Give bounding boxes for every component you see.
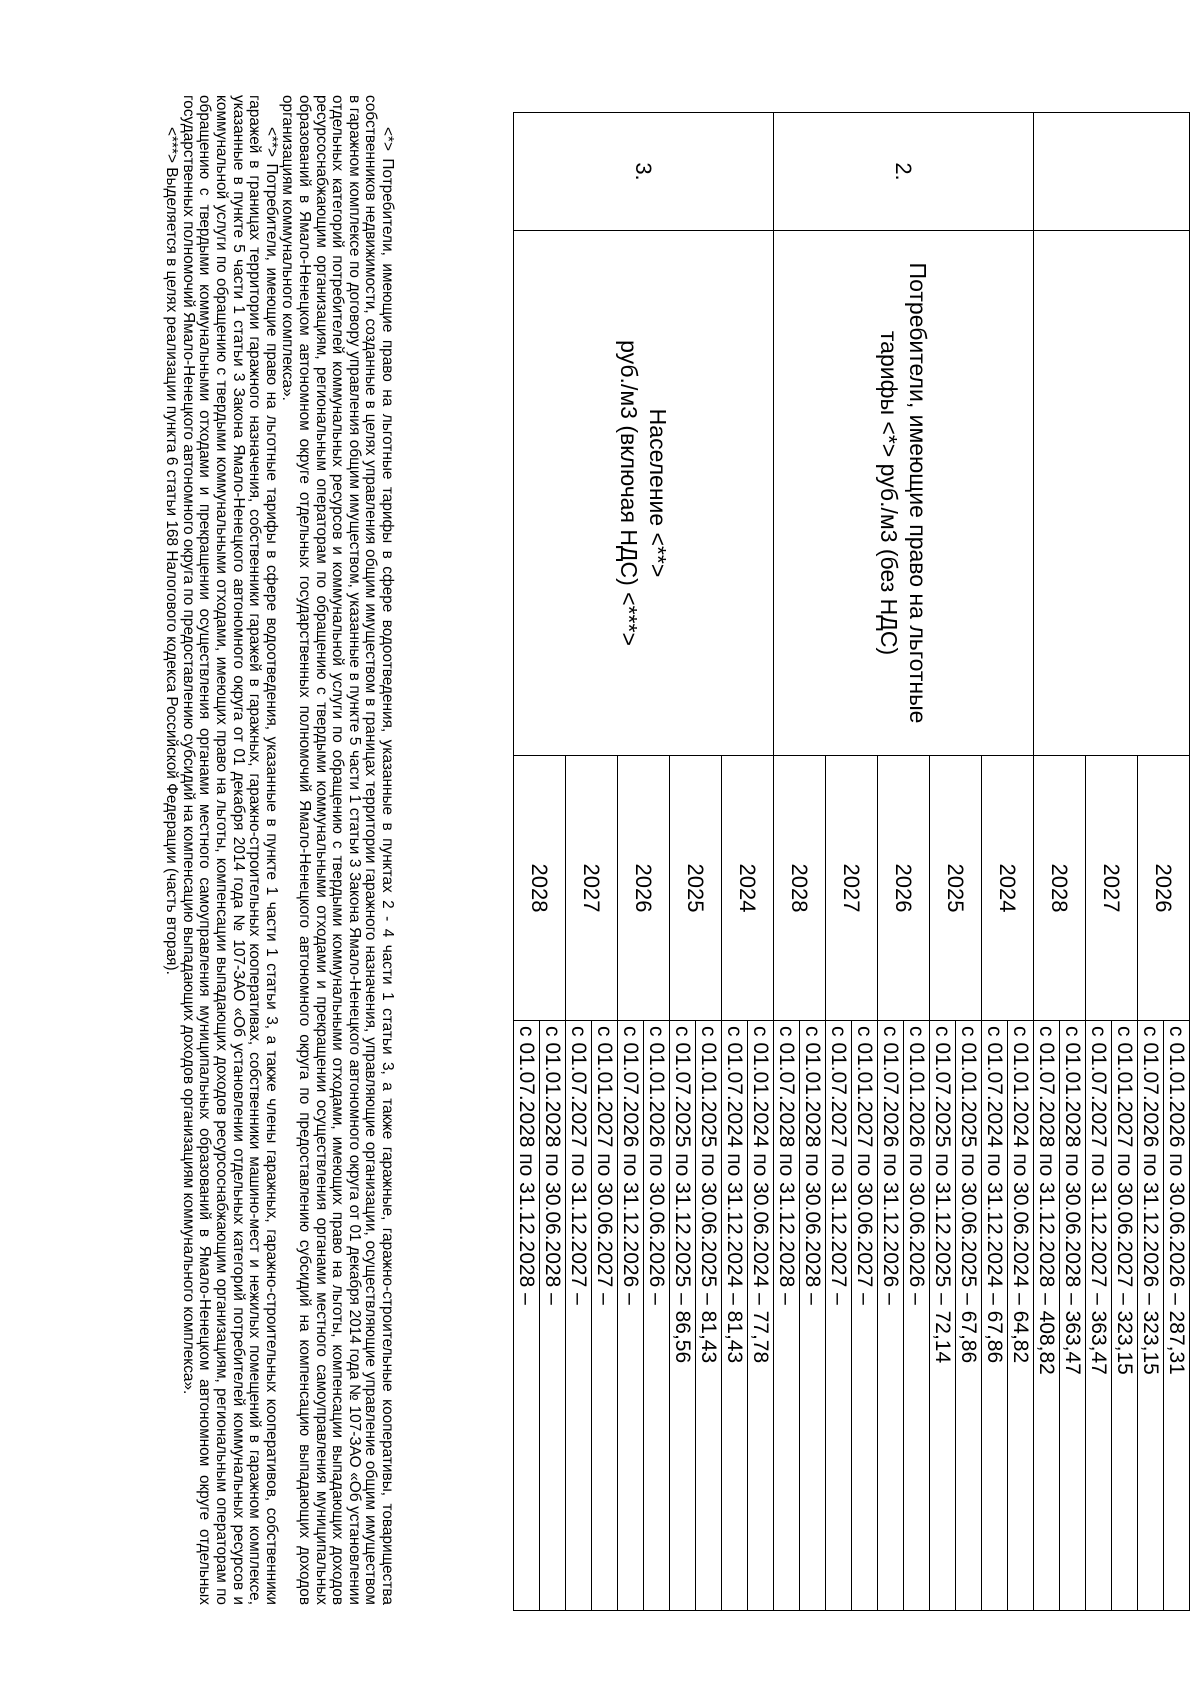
period-cell: с 01.07.2027 по 31.12.2027 – bbox=[566, 1021, 592, 1611]
row-number: 3. bbox=[514, 113, 774, 231]
period-cell: с 01.07.2026 по 31.12.2026 – bbox=[878, 1021, 904, 1611]
year-cell: 2028 bbox=[514, 756, 566, 1021]
period-cell: с 01.01.2028 по 30.06.2028 – bbox=[800, 1021, 826, 1611]
period-cell: с 01.07.2025 по 31.12.2025 – 72,14 bbox=[930, 1021, 956, 1611]
category-line: Население <**> bbox=[645, 408, 672, 578]
row-number bbox=[1034, 113, 1190, 231]
period-cell: с 01.01.2026 по 30.06.2026 – bbox=[644, 1021, 670, 1611]
period-cell: с 01.07.2024 по 31.12.2024 – 81,43 bbox=[722, 1021, 748, 1611]
footnotes bbox=[163, 95, 395, 1605]
row-number: 2. bbox=[774, 113, 1034, 231]
period-cell: с 01.01.2024 по 30.06.2024 – 77,78 bbox=[748, 1021, 774, 1611]
period-cell: с 01.07.2027 по 31.12.2027 – bbox=[826, 1021, 852, 1611]
period-cell: с 01.01.2027 по 30.06.2027 – bbox=[592, 1021, 618, 1611]
year-cell: 2026 bbox=[878, 756, 930, 1021]
period-cell: с 01.01.2026 по 30.06.2026 – bbox=[904, 1021, 930, 1611]
footnote-3: <***> Выделяется в целях реализации пункта 6 статьи 168 Налогового кодекса Российской Федерации (часть вторая). bbox=[163, 127, 181, 975]
period-cell: с 01.07.2028 по 31.12.2028 – bbox=[514, 1021, 540, 1611]
category-line: руб./м3 (включая НДС) <***> bbox=[616, 340, 643, 646]
period-cell: с 01.01.2024 по 30.06.2024 – 64,82 bbox=[1008, 1021, 1034, 1611]
year-cell: 2025 bbox=[670, 756, 722, 1021]
table-row bbox=[1164, 113, 1190, 1611]
table-row bbox=[1008, 113, 1034, 1611]
tariff-table bbox=[513, 112, 1190, 1611]
period-cell: с 01.01.2025 по 30.06.2025 – 81,43 bbox=[696, 1021, 722, 1611]
period-cell: с 01.01.2025 по 30.06.2025 – 67,86 bbox=[956, 1021, 982, 1611]
period-cell: с 01.07.2027 по 31.12.2027 – 363,47 bbox=[1086, 1021, 1112, 1611]
year-cell: 2026 bbox=[1138, 756, 1190, 1021]
period-cell: с 01.07.2028 по 31.12.2028 – 408,82 bbox=[1034, 1021, 1060, 1611]
year-cell: 2027 bbox=[566, 756, 618, 1021]
year-cell: 2028 bbox=[1034, 756, 1086, 1021]
year-cell: 2027 bbox=[826, 756, 878, 1021]
footnote-1: <*> Потребители, имеющие право на льготные тарифы в сфере водоотведения, указанные в пунктах 2 - 4 части 1 статьи 3, а также гаражные, гаражно-строительные кооперативы, товарищества собственников недвижимости, созданные в целях управления общим имуществом в границах территории гаражного назначения, управляющие организации, осуществляющие управление общим имуществом в гаражном комплексе по договору управления общим имуществом, указанные в пункте 5 части 1 статьи 3 Закона Ямало-Ненецкого автономного округа от 01 декабря 2014 года № 107-ЗАО «Об установлении отдельных категорий потребителей коммунальных ресурсов и коммунальной услуги по обращению с твердыми коммунальными отходами, имеющих право на льготы, компенсации выпадающих доходов ресурсоснабжающим организациям, региональным операторам по обращению с твердыми коммунальными отходами и прекращении осуществления органами местного самоуправления муниципальных образований в Ямало-Ненецком автономном округе отдельных государственных полномочий Ямало-Ненецкого автономного округа по предоставлению субсидий на компенсацию выпадающих доходов организациям коммунального комплекса». bbox=[279, 95, 396, 1605]
period-cell: с 01.01.2028 по 30.06.2028 – bbox=[540, 1021, 566, 1611]
period-cell: с 01.07.2026 по 31.12.2026 – 323,15 bbox=[1138, 1021, 1164, 1611]
period-cell: с 01.01.2027 по 30.06.2027 – 323,15 bbox=[1112, 1021, 1138, 1611]
table-row bbox=[748, 113, 774, 1611]
period-cell: с 01.01.2028 по 30.06.2028 – 363,47 bbox=[1060, 1021, 1086, 1611]
period-cell: с 01.07.2024 по 31.12.2024 – 67,86 bbox=[982, 1021, 1008, 1611]
year-cell: 2024 bbox=[982, 756, 1034, 1021]
category-cell bbox=[514, 231, 774, 756]
year-cell: 2027 bbox=[1086, 756, 1138, 1021]
year-cell: 2026 bbox=[618, 756, 670, 1021]
category-cell bbox=[1034, 231, 1190, 756]
period-cell: с 01.07.2025 по 31.12.2025 – 86,56 bbox=[670, 1021, 696, 1611]
year-cell: 2025 bbox=[930, 756, 982, 1021]
period-cell: с 01.07.2028 по 31.12.2028 – bbox=[774, 1021, 800, 1611]
footnote-2: <**> Потребители, имеющие право на льготные тарифы в сфере водоотведения, указанные в пункте 1 части 1 статьи 3, а также члены гаражных, гаражно-строительных кооперативов, собственники гаражей в границах территории гаражного назначения, собственники гаражей в гаражных, гаражно-строительных кооперативах, собственники машино-мест и нежилых помещений в гаражном комплексе, указанные в пункте 5 части 1 статьи 3 Закона Ямало-Ненецкого автономного округа от 01 декабря 2014 года № 107-ЗАО «Об установлении отдельных категорий потребителей коммунальных ресурсов и коммунальной услуги по обращению с твердыми коммунальными отходами, имеющих право на льготы, компенсации выпадающих доходов ресурсоснабжающим организациям, региональным операторам по обращению с твердыми коммунальными отходами и прекращении осуществления органами местного самоуправления муниципальных образований в Ямало-Ненецком автономном округе отдельных государственных полномочий Ямало-Ненецкого автономного округа по предоставлению субсидий на компенсацию выпадающих доходов организациям коммунального комплекса». bbox=[179, 95, 280, 1605]
category-cell: Потребители, имеющие право на льготные тарифы <*> руб./м3 (без НДС) bbox=[774, 231, 1034, 756]
year-cell: 2028 bbox=[774, 756, 826, 1021]
period-cell: с 01.07.2026 по 31.12.2026 – bbox=[618, 1021, 644, 1611]
year-cell: 2024 bbox=[722, 756, 774, 1021]
period-cell: с 01.01.2026 по 30.06.2026 – 287,31 bbox=[1164, 1021, 1190, 1611]
period-cell: с 01.01.2027 по 30.06.2027 – bbox=[852, 1021, 878, 1611]
